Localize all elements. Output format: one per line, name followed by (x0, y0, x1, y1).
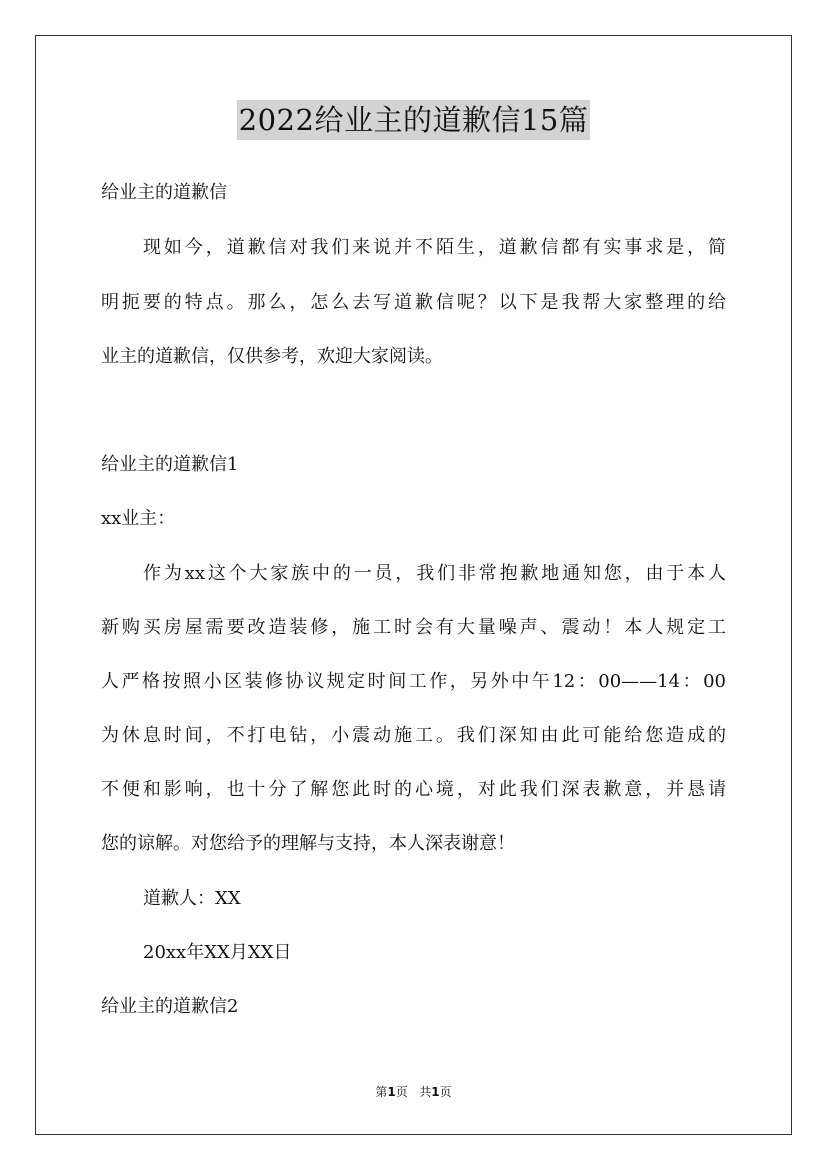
intro-line-3: 业主的道歉信，仅供参考，欢迎大家阅读。 (101, 346, 443, 367)
page-footer (0, 1084, 827, 1100)
document-title: 2022给业主的道歉信15篇 (237, 100, 591, 140)
footer-page-number: 1 (387, 1085, 396, 1099)
letter2-heading: 给业主的道歉信2 (101, 996, 239, 1017)
signer: 道歉人：XX (143, 888, 241, 909)
footer-page-total: 1 (431, 1085, 440, 1099)
letter1-heading: 给业主的道歉信1 (101, 454, 239, 475)
intro-heading: 给业主的道歉信 (101, 182, 227, 203)
footer-page-suffix: 页 (439, 1085, 452, 1099)
body-line-3: 人严格按照小区装修协议规定时间工作，另外中午12：00——14：00 (101, 671, 726, 692)
intro-line-1: 现如今，道歉信对我们来说并不陌生，道歉信都有实事求是，简 (143, 237, 726, 258)
letter-date: 20xx年XX月XX日 (143, 942, 292, 963)
salutation: xx业主： (101, 508, 176, 529)
body-line-2: 新购买房屋需要改造装修，施工时会有大量噪声、震动！本人规定工 (101, 617, 726, 638)
body-line-1: 作为xx这个大家族中的一员，我们非常抱歉地通知您，由于本人 (143, 563, 726, 584)
body-line-4: 为休息时间，不打电钻，小震动施工。我们深知由此可能给您造成的 (101, 725, 726, 746)
body-line-6: 您的谅解。对您给予的理解与支持，本人深表谢意！ (101, 833, 515, 854)
body-line-5: 不便和影响，也十分了解您此时的心境，对此我们深表歉意，并恳请 (101, 779, 726, 800)
footer-page-prefix: 第 (375, 1085, 388, 1099)
intro-line-2: 明扼要的特点。那么，怎么去写道歉信呢？以下是我帮大家整理的给 (101, 292, 726, 313)
title-container (0, 100, 827, 140)
footer-page-mid: 页 共 (395, 1085, 432, 1099)
